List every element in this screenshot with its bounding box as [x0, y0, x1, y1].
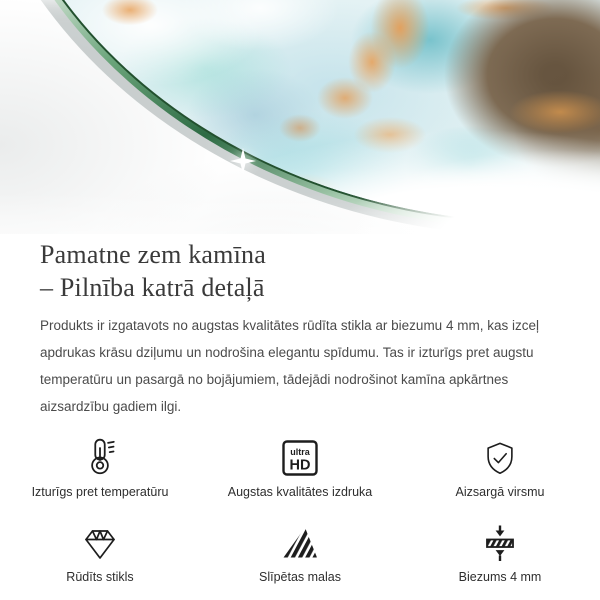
ultra-hd-icon — [280, 432, 320, 478]
feature-print-quality — [200, 432, 400, 499]
feature-label: Izturīgs pret temperatūru — [31, 485, 169, 499]
feature-label: Augstas kvalitātes izdruka — [227, 485, 373, 499]
feature-surface-protection — [400, 432, 600, 499]
shield-check-icon — [481, 432, 519, 478]
thermometer-icon — [79, 432, 121, 478]
feature-label: Slīpētas malas — [259, 570, 341, 584]
feature-grid — [0, 432, 600, 584]
feature-thickness — [400, 517, 600, 584]
diamond-icon — [80, 517, 120, 563]
feature-label: Aizsargā virsmu — [455, 485, 545, 499]
title-line-2: – Pilnība katrā detaļā — [40, 273, 265, 302]
white-fade-overlay — [0, 0, 600, 234]
product-description: Produkts ir izgatavots no augstas kvalitātes rūdīta stikla ar biezumu 4 mm, kas izceļ apdrukas krāsu dziļumu un nodrošina elegantu spīdumu. Tas ir izturīgs pret augstu temperatūru un pasargā no bojājumiem, tādejādi nodrošinot kamīna apkārtnes aizsardzību gadiem ilgi. — [40, 318, 539, 414]
sparkle-icon — [230, 148, 256, 174]
feature-temperature — [0, 432, 200, 499]
thickness-icon — [480, 517, 520, 563]
feature-label: Rūdīts stikls — [66, 570, 134, 584]
feature-beveled-edges — [200, 517, 400, 584]
ultra-text: ultra — [290, 447, 310, 457]
product-photo — [0, 0, 600, 234]
hd-text: HD — [289, 457, 311, 474]
feature-tempered-glass — [0, 517, 200, 584]
title-line-1: Pamatne zem kamīna — [40, 240, 266, 269]
beveled-edges-icon — [280, 517, 320, 563]
page-title — [40, 238, 560, 304]
feature-label: Biezums 4 mm — [458, 570, 542, 584]
